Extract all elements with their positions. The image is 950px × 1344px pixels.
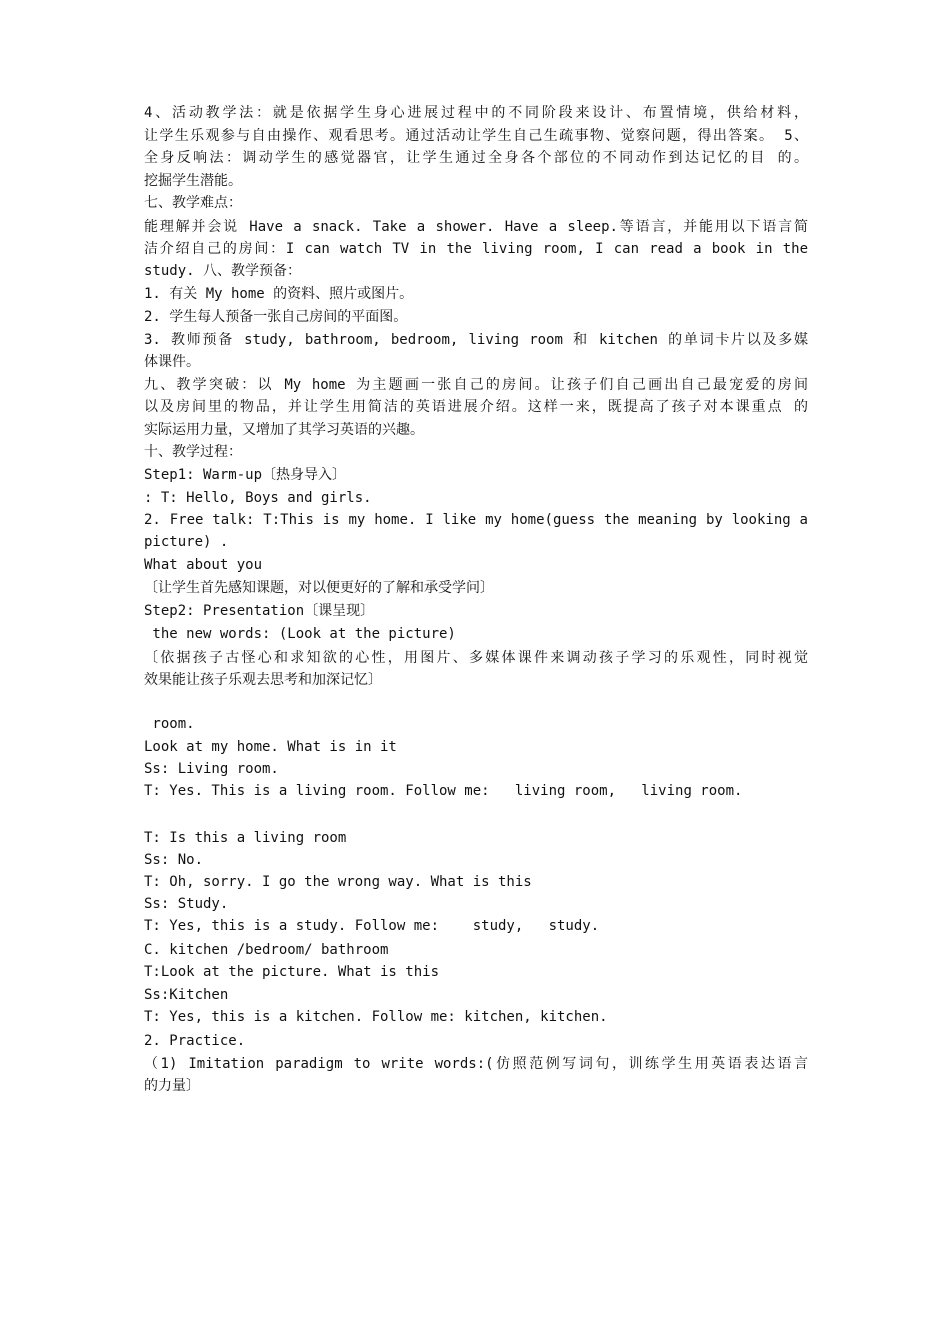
list-item: 2. 学生每人预备一张自己房间的平面图。 [144, 309, 408, 325]
dialogue-line: Ss: Living room. [144, 761, 279, 777]
dialogue-line: T: Yes. This is a living room. Follow me: living room, living room. [144, 783, 743, 799]
section-heading: 十、教学过程： [144, 444, 242, 460]
dialogue-line: Ss:Kitchen [144, 987, 229, 1003]
text-line: study. 八、教学预备： [144, 263, 302, 279]
text-line: C. kitchen /bedroom/ bathroom [144, 942, 389, 958]
text-line: What about you [144, 557, 263, 573]
dialogue-line: Ss: Study. [144, 896, 229, 912]
list-item: 3. 教师预备 study, bathroom, bedroom, living room 和 kitchen 的单词卡片以及多媒 [144, 332, 808, 348]
text-line: picture) . [144, 534, 229, 550]
dialogue-line: T:Look at the picture. What is this [144, 964, 440, 980]
text-line: 2. Free talk: T:This is my home. I like my home(guess the meaning by looking a [144, 512, 808, 528]
dialogue-line: Look at my home. What is in it [144, 739, 397, 755]
text-line: 九、教学突破：以 My home 为主题画一张自己的房间。让孩子们自己画出自己最宠爱的房间 [144, 377, 808, 393]
text-line: 挖掘学生潜能。 [144, 173, 242, 189]
dialogue-line: Ss: No. [144, 852, 204, 868]
text-line: （1) Imitation paradigm to write words:(仿照范例写词句，训练学生用英语表达语言 [144, 1056, 808, 1072]
list-item: 1. 有关 My home 的资料、照片或图片。 [144, 286, 414, 302]
step-heading: Step2: Presentation〔课呈现〕 [144, 603, 375, 619]
text-line: room. [144, 716, 195, 732]
text-line: 洁介绍自己的房间：I can watch TV in the living room, I can read a book in the [144, 241, 808, 257]
text-line: 让学生乐观参与自由操作、观看思考。通过活动让学生自己生疏事物、觉察问题，得出答案。 5、 [144, 128, 808, 144]
text-line: the new words: (Look at the picture) [144, 626, 456, 642]
note-line: 〔依据孩子古怪心和求知欲的心性，用图片、多媒体课件来调动孩子学习的乐观性，同时视觉 [144, 650, 808, 666]
step-heading: Step1: Warm-up〔热身导入〕 [144, 467, 347, 483]
text-line: : T: Hello, Boys and girls. [144, 490, 372, 506]
text-line: 实际运用力量，又增加了其学习英语的兴趣。 [144, 422, 424, 438]
dialogue-line: T: Yes, this is a kitchen. Follow me: kitchen, kitchen. [144, 1009, 608, 1025]
text-line: 以及房间里的物品，并让学生用简洁的英语进展介绍。这样一来，既提高了孩子对本课重点 的 [144, 399, 808, 415]
dialogue-line: T: Is this a living room [144, 830, 347, 846]
text-line: 能理解并会说 Have a snack. Take a shower. Have a sleep.等语言，并能用以下语言简 [144, 219, 808, 235]
dialogue-line: T: Oh, sorry. I go the wrong way. What is this [144, 874, 532, 890]
text-line: 全身反响法：调动学生的感觉器官，让学生通过全身各个部位的不同动作到达记忆的目 的。 [144, 150, 808, 166]
text-line: 4、活动教学法：就是依据学生身心进展过程中的不同阶段来设计、布置情境，供给材料， [144, 105, 808, 121]
section-heading: 七、教学难点： [144, 195, 242, 211]
dialogue-line: T: Yes, this is a study. Follow me: study, study. [144, 918, 600, 934]
text-line: 2. Practice. [144, 1033, 246, 1049]
text-line: 体课件。 [144, 354, 200, 370]
note-line: 〔让学生首先感知课题，对以便更好的了解和承受学问〕 [144, 580, 494, 596]
text-line: 的力量〕 [144, 1078, 200, 1094]
note-line: 效果能让孩子乐观去思考和加深记忆〕 [144, 672, 382, 688]
